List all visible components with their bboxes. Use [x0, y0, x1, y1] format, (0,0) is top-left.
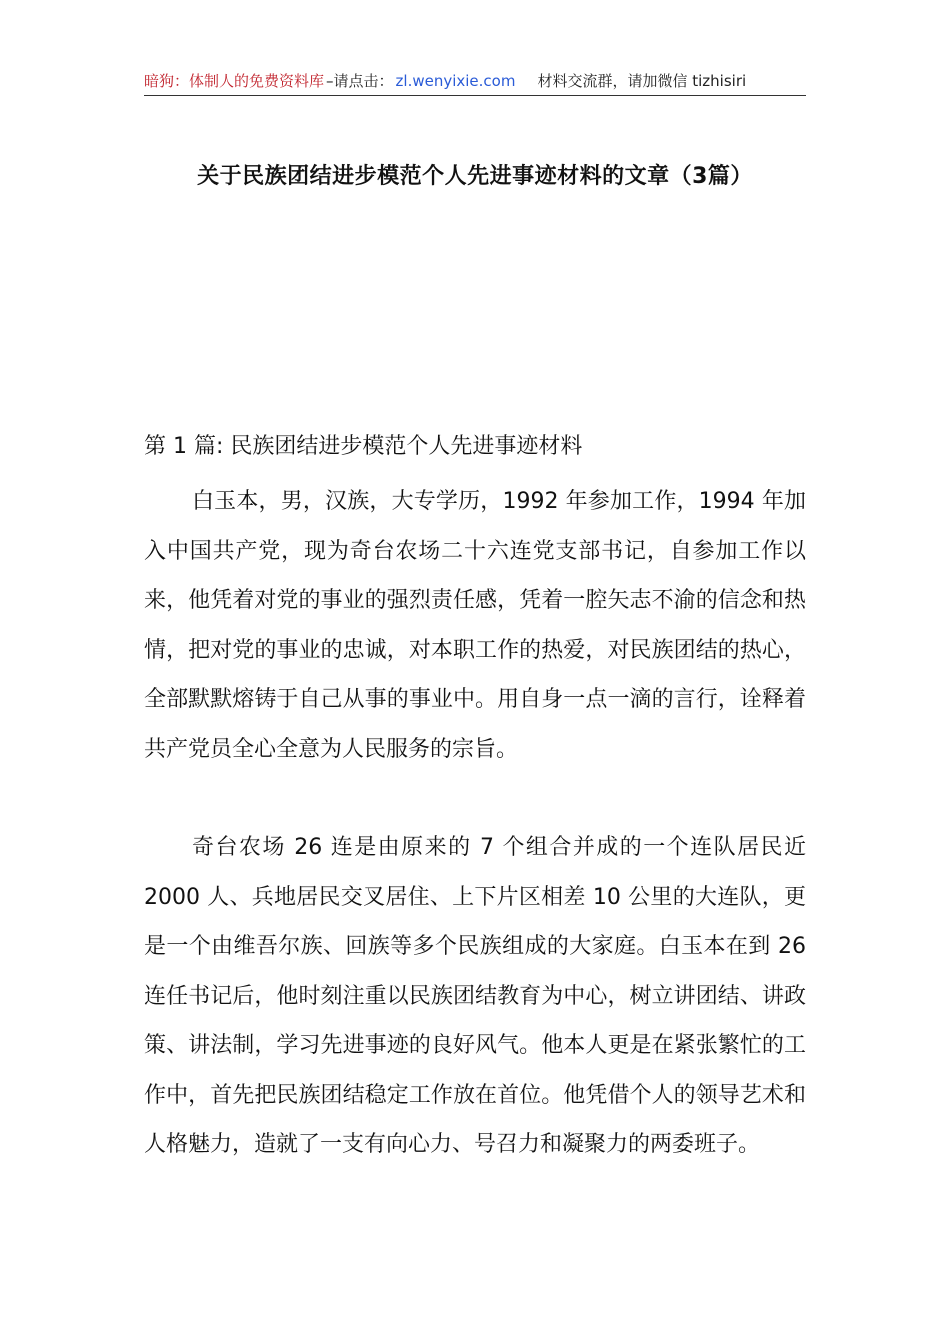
header-group-note: 材料交流群，请加微信 tizhisiri [537, 72, 747, 90]
header-site-name: 暗狗：体制人的免费资料库 [144, 72, 325, 90]
section-heading: 第 1 篇: 民族团结进步模范个人先进事迹材料 [144, 434, 583, 459]
body-paragraph-1: 白玉本，男，汉族，大专学历，1992 年参加工作，1994 年加入中国共产党，现为奇台农场二十六连党支部书记，自参加工作以来，他凭着对党的事业的强烈责任感，凭着一腔矢志不渝的信念和热情，把对党的事业的忠诚，对本职工作的热爱，对民族团结的热心，全部默默熔铸于自己从事的事业中。用自身一点一滴的言行，诠释着共产党员全心全意为人民服务的宗旨。 [144, 489, 806, 762]
header-divider [144, 95, 806, 96]
body-paragraph-2: 奇台农场 26 连是由原来的 7 个组合并成的一个连队居民近 2000 人、兵地居民交叉居住、上下片区相差 10 公里的大连队，更是一个由维吾尔族、回族等多个民族组成的大家庭。白玉本在到 26 连任书记后，他时刻注重以民族团结教育为中心，树立讲团结、讲政策、讲法制，学习先进事迹的良好风气。他本人更是在紧张繁忙的工作中，首先把民族团结稳定工作放在首位。他凭借个人的领导艺术和人格魅力，造就了一支有向心力、号召力和凝聚力的两委班子。 [144, 835, 806, 1157]
document-title: 关于民族团结进步模范个人先进事迹材料的文章（3篇） [197, 164, 753, 189]
page-header [144, 70, 806, 92]
header-url-link[interactable]: zl.wenyixie.com [395, 72, 516, 90]
header-prompt: –请点击： [326, 72, 394, 90]
